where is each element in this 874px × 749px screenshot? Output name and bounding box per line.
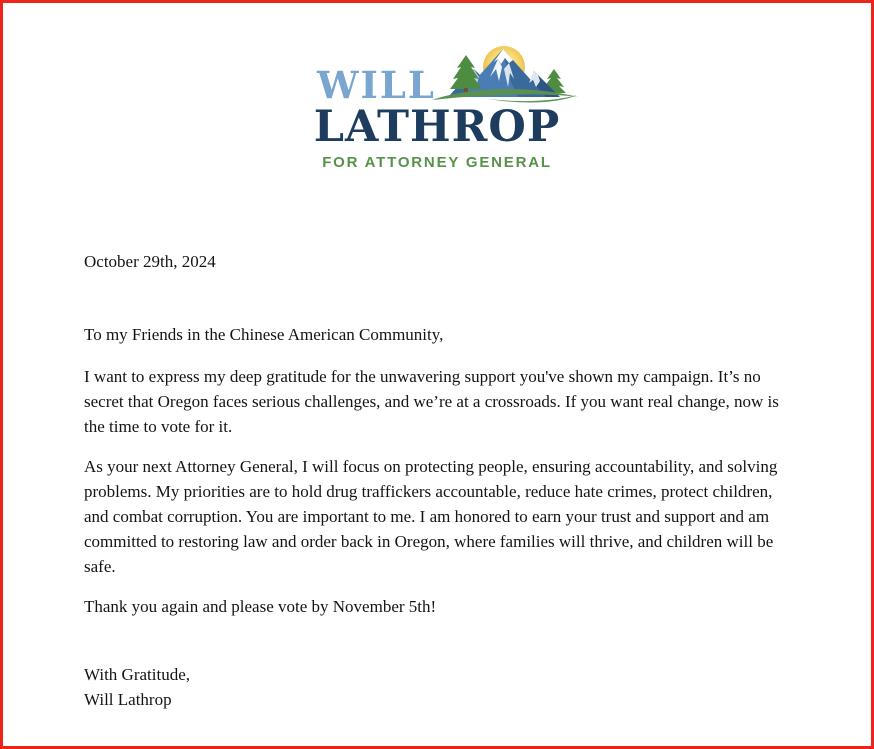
letter-salutation: To my Friends in the Chinese American Community, <box>84 325 444 344</box>
letter-paragraph-3: Thank you again and please vote by November 5th! <box>84 597 437 616</box>
logo-top-row <box>309 43 565 105</box>
letter-signature: Will Lathrop <box>84 690 172 709</box>
logo-first-name: WILL <box>317 63 436 107</box>
letter-date: October 29th, 2024 <box>84 252 216 271</box>
logo-tagline: FOR ATTORNEY GENERAL <box>322 154 552 171</box>
logo-mountain-icon <box>430 43 580 105</box>
letter-paragraph-1: I want to express my deep gratitude for the unwavering support you've shown my campaign. It’s no secret that Oregon faces serious challenges, and we’re at a crossroads. If you want real change, now is the time to vote for it. <box>84 367 779 436</box>
campaign-logo <box>309 43 565 171</box>
letter-body <box>84 249 792 712</box>
logo-last-name: LATHROP <box>313 102 561 152</box>
letter-closing: With Gratitude, <box>84 665 191 684</box>
letter-paragraph-2: As your next Attorney General, I will focus on protecting people, ensuring accountability, and solving problems. My priorities are to hold drug traffickers accountable, reduce hate crimes, protect children, and combat corruption. You are important to me. I am honored to earn your trust and support and am committed to restoring law and order back in Oregon, where families will thrive, and children will be safe. <box>84 457 778 576</box>
